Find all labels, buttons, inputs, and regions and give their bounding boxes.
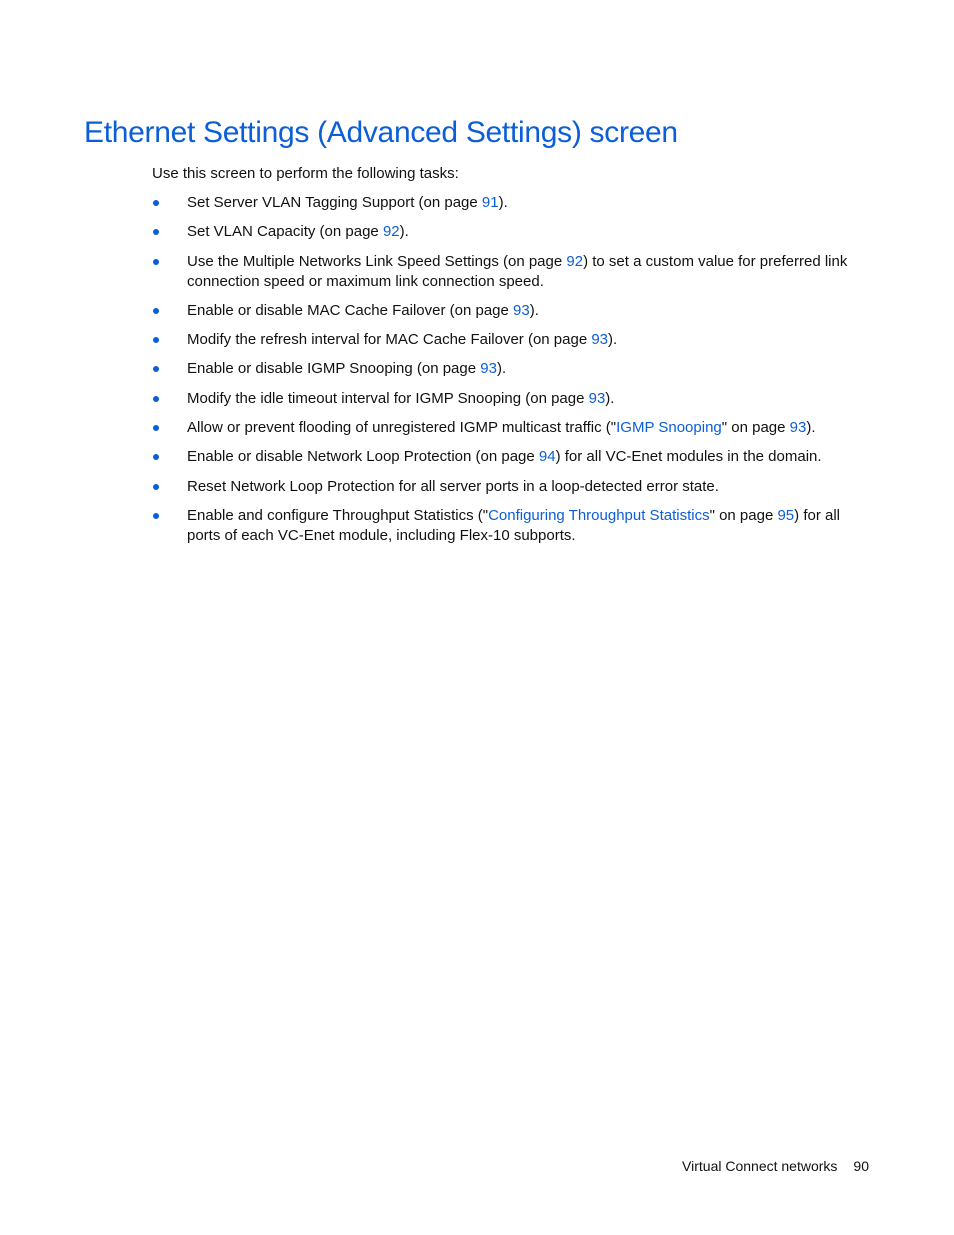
item-text: Enable or disable IGMP Snooping (on page (187, 360, 481, 378)
page-title: Ethernet Settings (Advanced Settings) screen (84, 116, 678, 149)
page-link[interactable]: 93 (480, 360, 497, 378)
list-item (152, 447, 867, 467)
page-link[interactable]: 94 (538, 448, 556, 466)
bullet-icon (153, 200, 159, 206)
item-text: Set VLAN Capacity (on page (187, 223, 383, 241)
bullet-icon (153, 513, 159, 519)
page-number: 90 (853, 1158, 869, 1174)
list-item (152, 330, 867, 350)
item-text: Set Server VLAN Tagging Support (on page (187, 194, 482, 211)
page-link[interactable]: 91 (481, 194, 499, 211)
item-text: Modify the idle timeout interval for IGMP Snooping (on page (187, 389, 589, 407)
item-text: Enable or disable MAC Cache Failover (on page (187, 301, 514, 319)
bullet-icon (153, 484, 159, 490)
item-text: Allow or prevent flooding of unregistered IGMP multicast traffic (" (187, 419, 617, 437)
list-item (152, 389, 867, 409)
list-item (152, 193, 867, 213)
bullet-icon (153, 259, 159, 265)
page-link[interactable]: 92 (566, 252, 584, 270)
intro-text: Use this screen to perform the following tasks: (152, 165, 459, 182)
item-text: ) for all VC-Enet modules in the domain. (555, 448, 822, 466)
bullet-icon (153, 454, 159, 460)
bullet-icon (153, 396, 159, 402)
item-text: " on page (721, 419, 790, 437)
item-text: ) to set a custom value for preferred link connection speed or maximum link connection speed. (187, 252, 848, 290)
list-item (152, 222, 867, 242)
item-text: ) for all ports of each VC-Enet module, including Flex-10 subports. (187, 506, 840, 544)
item-text: ). (605, 389, 615, 407)
bullet-icon (153, 337, 159, 343)
item-text: Enable and configure Throughput Statistics (" (187, 506, 489, 524)
list-item (152, 418, 867, 438)
page-link[interactable]: 93 (591, 331, 609, 349)
list-item (152, 252, 867, 292)
list-item (152, 477, 867, 497)
item-text: Enable or disable Network Loop Protection (on page (187, 448, 539, 466)
item-text: ). (529, 301, 539, 319)
item-text: " on page (709, 506, 778, 524)
page-footer (682, 1158, 869, 1174)
bullet-icon (153, 229, 159, 235)
page-link[interactable]: 93 (789, 419, 807, 437)
item-text: Modify the refresh interval for MAC Cache Failover (on page (187, 331, 592, 349)
page-link[interactable]: 93 (588, 389, 606, 407)
item-text: ). (608, 331, 618, 349)
item-text: ). (806, 419, 816, 437)
list-item (152, 301, 867, 321)
item-text: ). (498, 194, 508, 211)
item-text: Use the Multiple Networks Link Speed Settings (on page (187, 252, 567, 270)
topic-link-igmp-snooping[interactable]: IGMP Snooping (616, 419, 722, 437)
list-item (152, 506, 867, 546)
bullet-icon (153, 308, 159, 314)
list-item (152, 359, 867, 379)
bullet-icon (153, 366, 159, 372)
page-link[interactable]: 95 (777, 506, 795, 524)
bullet-icon (153, 425, 159, 431)
page-link[interactable]: 92 (382, 223, 400, 241)
item-text: Reset Network Loop Protection for all server ports in a loop-detected error state. (187, 477, 719, 495)
task-list (152, 193, 867, 555)
item-text: ). (496, 360, 507, 378)
topic-link-configuring-throughput-statistics[interactable]: Configuring Throughput Statistics (488, 506, 710, 524)
page-link[interactable]: 93 (513, 301, 530, 319)
footer-section-title: Virtual Connect networks (682, 1158, 838, 1174)
item-text: ). (399, 223, 409, 241)
